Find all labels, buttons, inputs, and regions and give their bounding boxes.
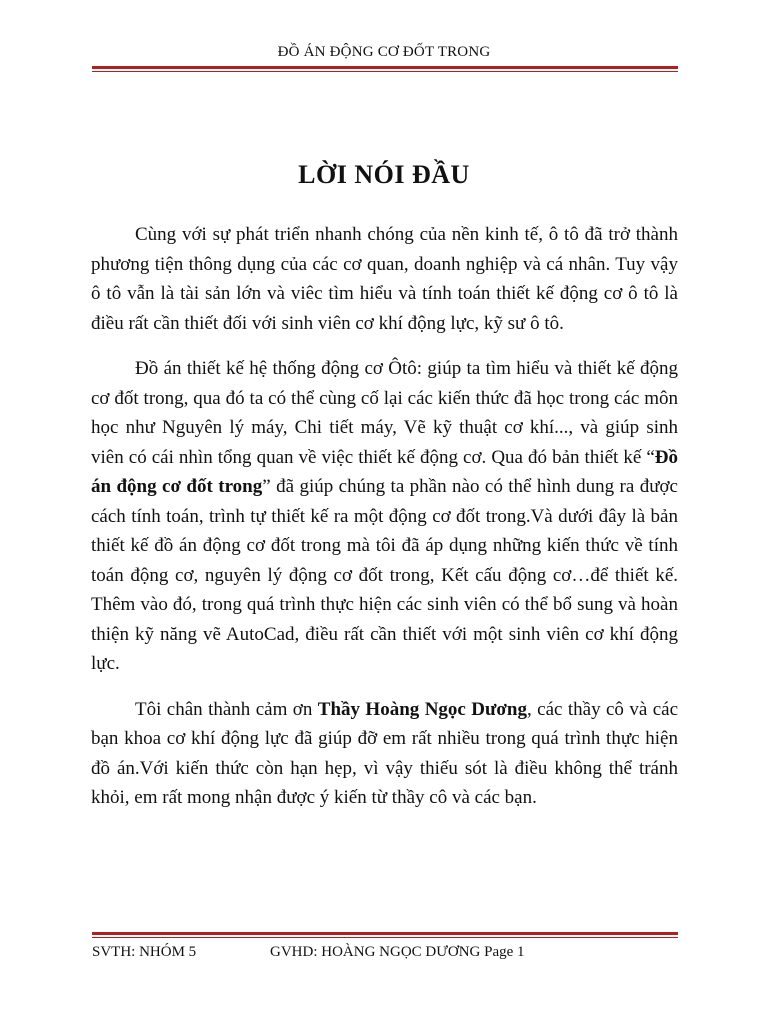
footer-instructor-page: GVHD: HOÀNG NGỌC DƯƠNG Page 1 — [270, 944, 525, 960]
footer-rule-thick — [92, 932, 678, 935]
paragraph-2-text-a: Đồ án thiết kế hệ thống động cơ Ôtô: giúp ta tìm hiểu và thiết kế động cơ đốt trong, qua đó ta có thể cùng cố lại các kiến thức đã học trong các môn học như Nguyên lý máy, Chi tiết máy, Vẽ kỹ thuật cơ khí..., và giúp sinh viên có cái nhìn tổng quan về việc thiết kế động cơ. Qua đó bản thiết kế “ — [91, 358, 678, 468]
footer-rule — [92, 932, 678, 938]
header-rule-thin — [92, 71, 678, 72]
paragraph-2-bold-title: Đồ án động cơ đốt trong — [91, 446, 678, 497]
document-title: LỜI NÓI ĐẦU — [298, 160, 470, 189]
paragraph-3 — [91, 695, 678, 813]
page-header-title: ĐỒ ÁN ĐỘNG CƠ ĐỐT TRONG — [277, 44, 491, 60]
header-rule — [92, 66, 678, 72]
paragraph-3-text-b: , các thầy cô và các bạn khoa cơ khí động lực đã giúp đỡ em rất nhiều trong quá trình thực hiện đồ án.Với kiến thức còn hạn hẹp, vì vậy thiếu sót là điều không thể tránh khỏi, em rất mong nhận được ý kiến từ thầy cô và các bạn. — [91, 698, 679, 808]
paragraph-1: Cùng với sự phát triển nhanh chóng của nền kinh tế, ô tô đã trở thành phương tiện thông dụng của các cơ quan, doanh nghiệp và cá nhân. Tuy vậy ô tô vẫn là tài sản lớn và viêc tìm hiểu và tính toán thiết kế động cơ ô tô là điều rất cần thiết đối với sinh viên cơ khí động lực, kỹ sư ô tô. — [91, 224, 678, 334]
footer-rule-thin — [92, 937, 678, 938]
footer-student-group: SVTH: NHÓM 5 — [92, 944, 197, 960]
paragraph-3-text-a: Tôi chân thành cảm ơn — [135, 698, 318, 720]
paragraph-2-text-b: ” đã giúp chúng ta phần nào có thể hình dung ra được cách tính toán, trình tự thiết kế ra một động cơ đốt trong.Và dưới đây là bản thiết kế đồ án động cơ đốt trong mà tôi đã áp dụng những kiến thức về tính toán động cơ, nguyên lý động cơ đốt trong, Kết cấu động cơ…để thiết kế. Thêm vào đó, trong quá trình thực hiện các sinh viên có thể bổ sung và hoàn thiện kỹ năng vẽ AutoCad, điều rất cần thiết với một sinh viên cơ khí động lực. — [91, 476, 678, 674]
paragraph-3-bold-name: Thầy Hoàng Ngọc Dương — [317, 698, 527, 720]
paragraph-2 — [91, 354, 678, 679]
document-body — [91, 220, 678, 829]
header-rule-thick — [92, 66, 678, 69]
